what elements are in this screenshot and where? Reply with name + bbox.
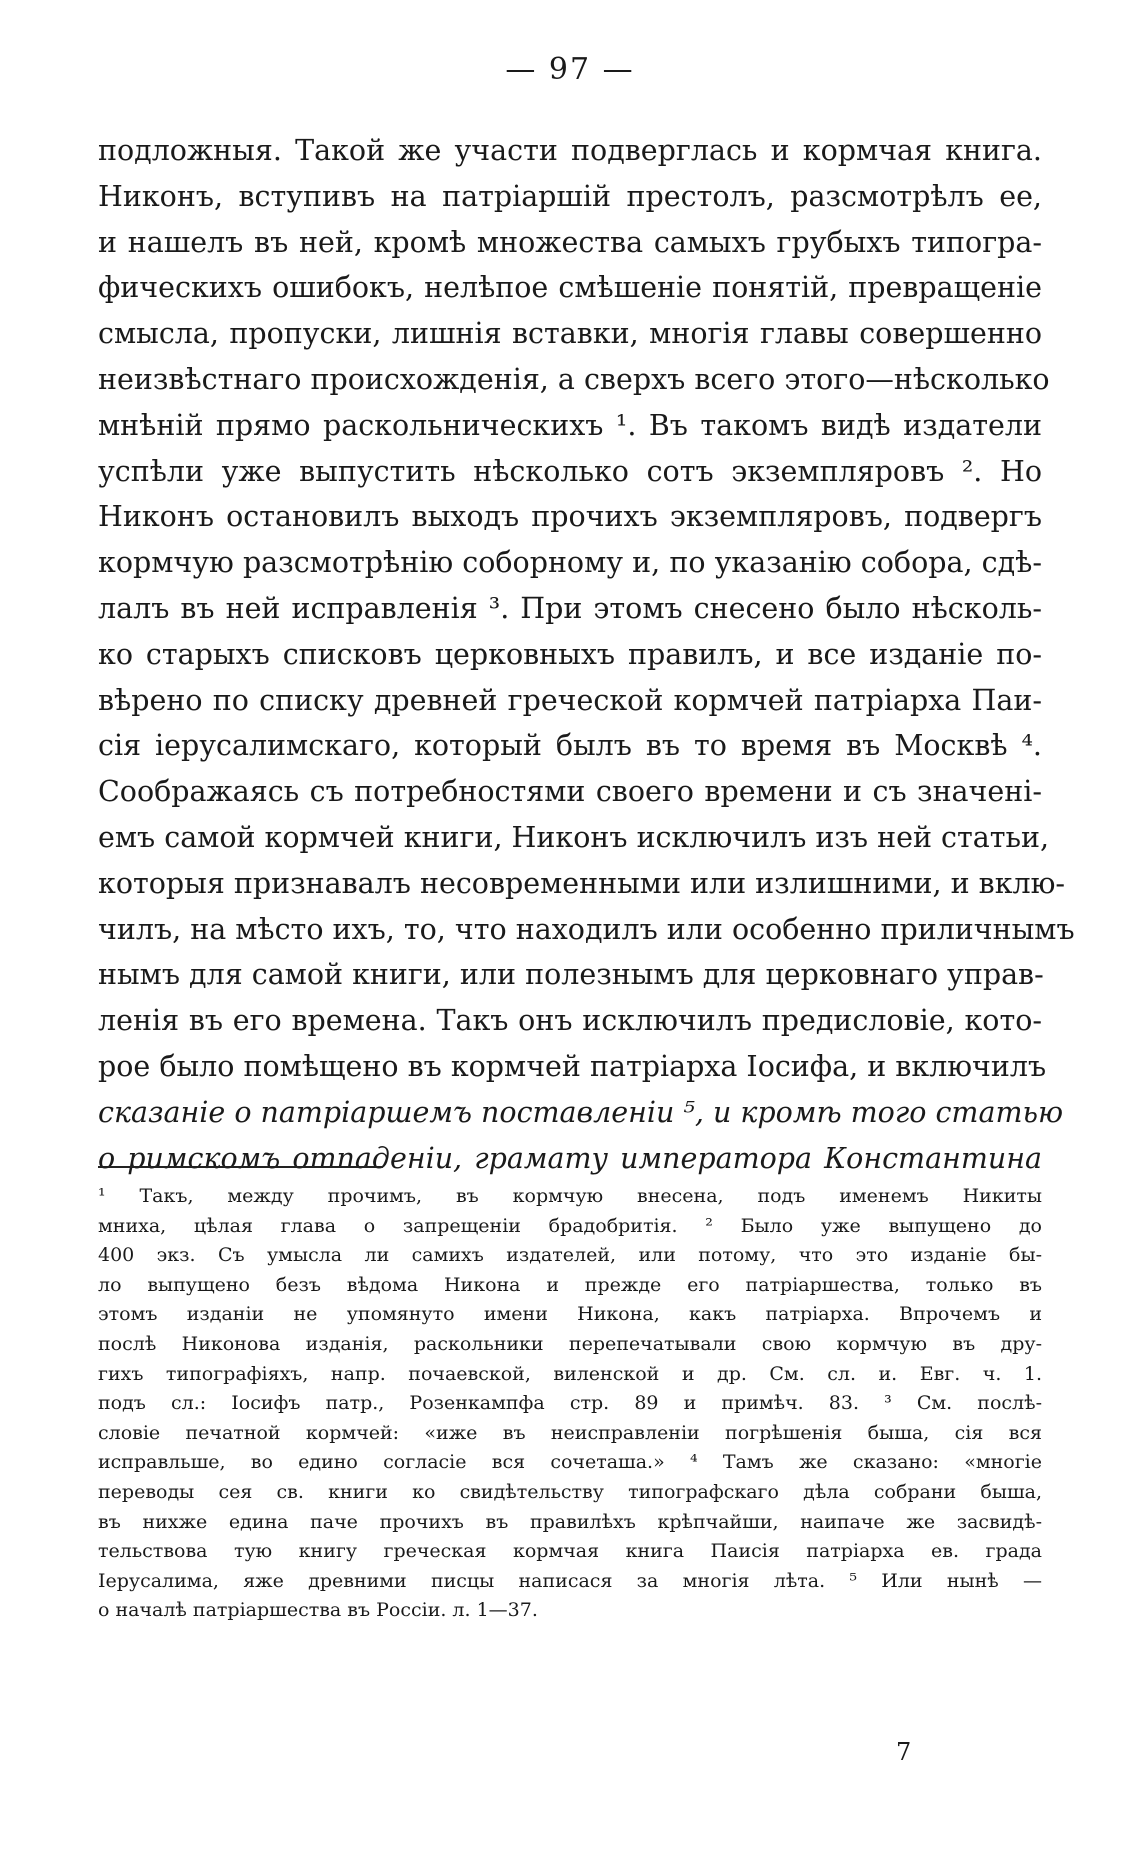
- text-line: нымъ для самой книги, или полезнымъ для церковнаго управ-: [98, 958, 1044, 992]
- footnote-line: въ нихже едина паче прочихъ въ правилѣхъ крѣпчайши, наипаче же засвидѣ-: [98, 1510, 1042, 1533]
- footnote-line: о началѣ патріаршества въ Россіи. л. 1—37.: [98, 1599, 538, 1622]
- footnote-line: ло выпущено безъ вѣдома Никона и прежде его патріаршества, только въ: [98, 1273, 1042, 1296]
- footnote-line: ¹ Такъ, между прочимъ, въ кормчую внесена, подъ именемъ Никиты: [98, 1185, 1042, 1207]
- footnote-line: исправльше, во едино согласіе вся сочеташа.» ⁴ Тамъ же сказано: «многіе: [98, 1451, 1042, 1474]
- page-number: — 97 —: [505, 52, 635, 87]
- footnote-line: этомъ изданіи не упомянуто имени Никона, какъ патріарха. Впрочемъ и: [98, 1303, 1042, 1326]
- footnote-line: переводы сея св. книги ко свидѣтельству типографскаго дѣла собрани быша,: [98, 1480, 1042, 1503]
- text-line: Никонъ, вступивъ на патріаршій престолъ, разсмотрѣлъ ее,: [98, 179, 1042, 213]
- footnote-separator: [98, 1166, 383, 1168]
- footnote-line: подъ сл.: Іосифъ патр., Розенкампфа стр. 89 и примѣч. 83. ³ См. послѣ-: [98, 1392, 1042, 1415]
- text-line: мнѣній прямо раскольническихъ ¹. Въ такомъ видѣ издатели: [98, 408, 1042, 442]
- footnote-line: гихъ типографіяхъ, напр. почаевской, виленской и др. См. сл. и. Евг. ч. 1.: [98, 1362, 1042, 1385]
- text-line: фическихъ ошибокъ, нелѣпое смѣшеніе понятій, превращеніе: [98, 271, 1042, 305]
- text-line: рое было помѣщено въ кормчей патріарха Іосифа, и включилъ: [98, 1049, 1047, 1083]
- text-line: емъ самой кормчей книги, Никонъ исключилъ изъ ней статьи,: [98, 820, 1050, 854]
- text-line: кормчую разсмотрѣнію соборному и, по указанію собора, сдѣ-: [98, 546, 1042, 580]
- text-line: о римскомъ отпаденіи, грамату императора Константина: [98, 1141, 1042, 1175]
- main-text: [98, 128, 1075, 1181]
- text-line: которыя признавалъ несовременными или излишними, и вклю-: [98, 866, 1066, 900]
- footnote-line: 400 экз. Съ умысла ли самихъ издателей, или потому, что это изданіе бы-: [98, 1244, 1042, 1267]
- text-line: вѣрено по списку древней греческой кормчей патріарха Паи-: [98, 683, 1042, 717]
- footnote-line: послѣ Никонова изданія, раскольники перепечатывали свою кормчую въ дру-: [98, 1332, 1042, 1355]
- text-line: сказаніе о патріаршемъ поставленіи ⁵, и кромѣ того статью: [98, 1095, 1064, 1129]
- printer-signature-mark: 7: [896, 1738, 912, 1766]
- footnote-line: тельствова тую книгу греческая кормчая книга Паисія патріарха ев. града: [98, 1540, 1042, 1563]
- text-line: и нашелъ въ ней, кромѣ множества самыхъ грубыхъ типогра-: [98, 225, 1042, 259]
- footnote-line: Іерусалима, яже древними писцы написася за многія лѣта. ⁵ Или нынѣ —: [98, 1569, 1042, 1592]
- text-line: Соображаясь съ потребностями своего времени и съ значені-: [98, 775, 1042, 809]
- text-line: подложныя. Такой же участи подверглась и кормчая книга.: [98, 134, 1042, 167]
- text-line: сія іерусалимскаго, который былъ въ то время въ Москвѣ ⁴.: [98, 729, 1042, 763]
- text-line: лалъ въ ней исправленія ³. При этомъ снесено было нѣсколь-: [98, 591, 1042, 625]
- text-line: ко старыхъ списковъ церковныхъ правилъ, и все изданіе по-: [98, 637, 1042, 671]
- text-line: успѣли уже выпустить нѣсколько сотъ экземпляровъ ². Но: [98, 454, 1042, 488]
- text-line: Никонъ остановилъ выходъ прочихъ экземпляровъ, подвергъ: [98, 500, 1042, 534]
- footnotes: [98, 1182, 1042, 1626]
- text-line: неизвѣстнаго происхожденія, а сверхъ всего этого—нѣсколько: [98, 362, 1050, 396]
- text-line: чилъ, на мѣсто ихъ, то, что находилъ или особенно приличнымъ: [98, 912, 1075, 946]
- text-line: смысла, пропуски, лишнія вставки, многія главы совершенно: [98, 317, 1042, 351]
- footnote-line: словіе печатной кормчей: «иже въ неисправленіи погрѣшенія быша, сія вся: [98, 1421, 1042, 1444]
- footnote-line: мниха, цѣлая глава о запрещеніи брадобритія. ² Было уже выпущено до: [98, 1214, 1042, 1237]
- text-line: ленія въ его времена. Такъ онъ исключилъ предисловіе, кото-: [98, 1004, 1042, 1038]
